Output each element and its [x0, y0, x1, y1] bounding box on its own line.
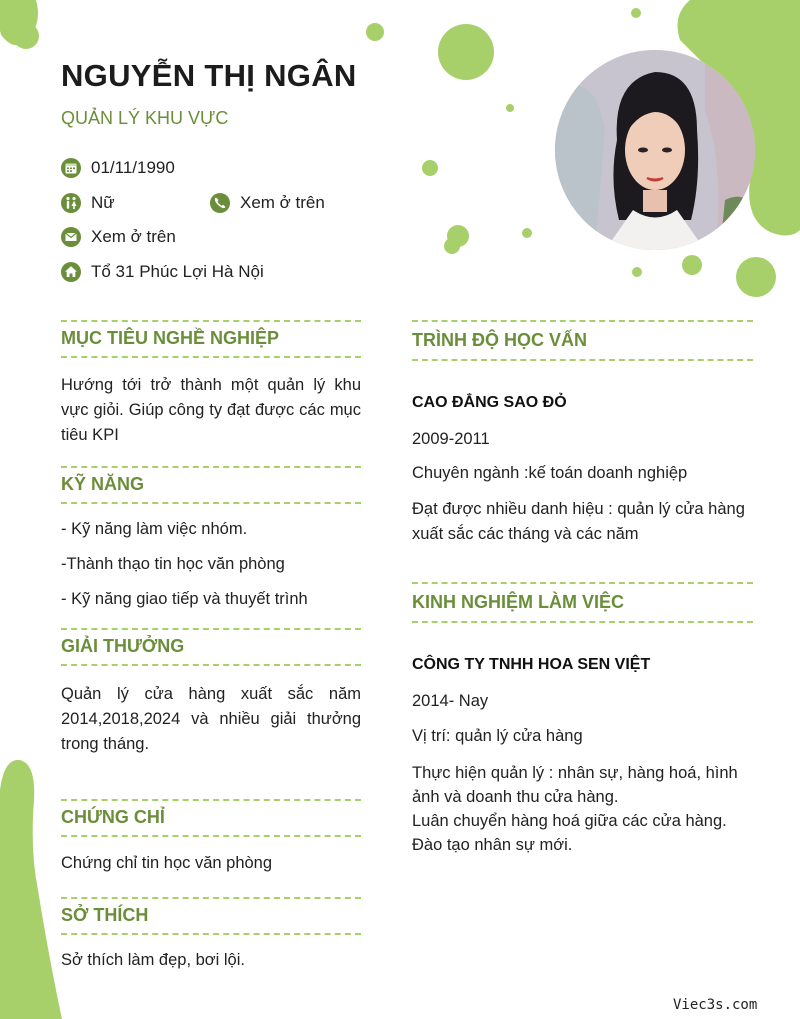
footer-watermark: Viec3s.com: [673, 997, 758, 1013]
email-icon: [61, 227, 81, 247]
skill-item: - Kỹ năng giao tiếp và thuyết trình: [61, 590, 308, 608]
skill-item: -Thành thạo tin học văn phòng: [61, 555, 285, 573]
profile-photo: [555, 50, 755, 250]
birthdate-value: 01/11/1990: [91, 158, 175, 177]
phone-value: Xem ở trên: [240, 193, 325, 212]
objective-title: MỤC TIÊU NGHỀ NGHIỆP: [61, 320, 361, 358]
education-achievement: Đạt được nhiều danh hiệu : quản lý cửa hàng xuất sắc các tháng và các năm: [412, 500, 745, 543]
email-value: Xem ở trên: [91, 227, 176, 246]
objective-text: Hướng tới trở thành một quản lý khu vực giỏi. Giúp công ty đạt được các mục tiêu KPI: [61, 376, 361, 444]
calendar-icon: [61, 158, 81, 178]
education-major: Chuyên ngành :kế toán doanh nghiệp: [412, 464, 688, 482]
address-value: Tổ 31 Phúc Lợi Hà Nội: [91, 262, 264, 281]
awards-text: Quản lý cửa hàng xuất sắc năm 2014,2018,2024 và nhiều giải thưởng trong tháng.: [61, 685, 361, 753]
phone-icon: [210, 193, 230, 213]
experience-company: CÔNG TY TNHH HOA SEN VIỆT: [412, 656, 651, 673]
address-row: [61, 262, 264, 282]
gender-icon: [61, 193, 81, 213]
hobbies-title: SỞ THÍCH: [61, 897, 361, 935]
skills-title: KỸ NĂNG: [61, 466, 361, 504]
education-period: 2009-2011: [412, 430, 490, 448]
education-school: CAO ĐẲNG SAO ĐỎ: [412, 394, 567, 411]
candidate-name: NGUYỄN THỊ NGÂN: [61, 58, 357, 93]
experience-period: 2014- Nay: [412, 692, 489, 710]
education-title: TRÌNH ĐỘ HỌC VẤN: [412, 320, 753, 361]
experience-duty: Luân chuyển hàng hoá giữa các cửa hàng.: [412, 812, 727, 830]
skill-item: - Kỹ năng làm việc nhóm.: [61, 520, 248, 538]
experience-duty: Thực hiện quản lý : nhân sự, hàng hoá, hình ảnh và doanh thu cửa hàng.: [412, 764, 738, 806]
certificates-text: Chứng chỉ tin học văn phòng: [61, 854, 273, 872]
hobbies-text: Sở thích làm đẹp, bơi lội.: [61, 951, 245, 969]
experience-position: Vị trí: quản lý cửa hàng: [412, 727, 583, 745]
home-icon: [61, 262, 81, 282]
experience-title: KINH NGHIỆM LÀM VIỆC: [412, 582, 753, 623]
awards-title: GIẢI THƯỞNG: [61, 628, 361, 666]
experience-duty: Đào tạo nhân sự mới.: [412, 836, 573, 854]
gender-row: [61, 193, 115, 213]
gender-value: Nữ: [91, 193, 115, 212]
phone-row: [210, 193, 325, 213]
email-row: [61, 227, 176, 247]
certificates-title: CHỨNG CHỈ: [61, 799, 361, 837]
candidate-role: QUẢN LÝ KHU VỰC: [61, 108, 229, 128]
experience-duties: [412, 761, 753, 857]
birthdate-row: [61, 158, 175, 178]
